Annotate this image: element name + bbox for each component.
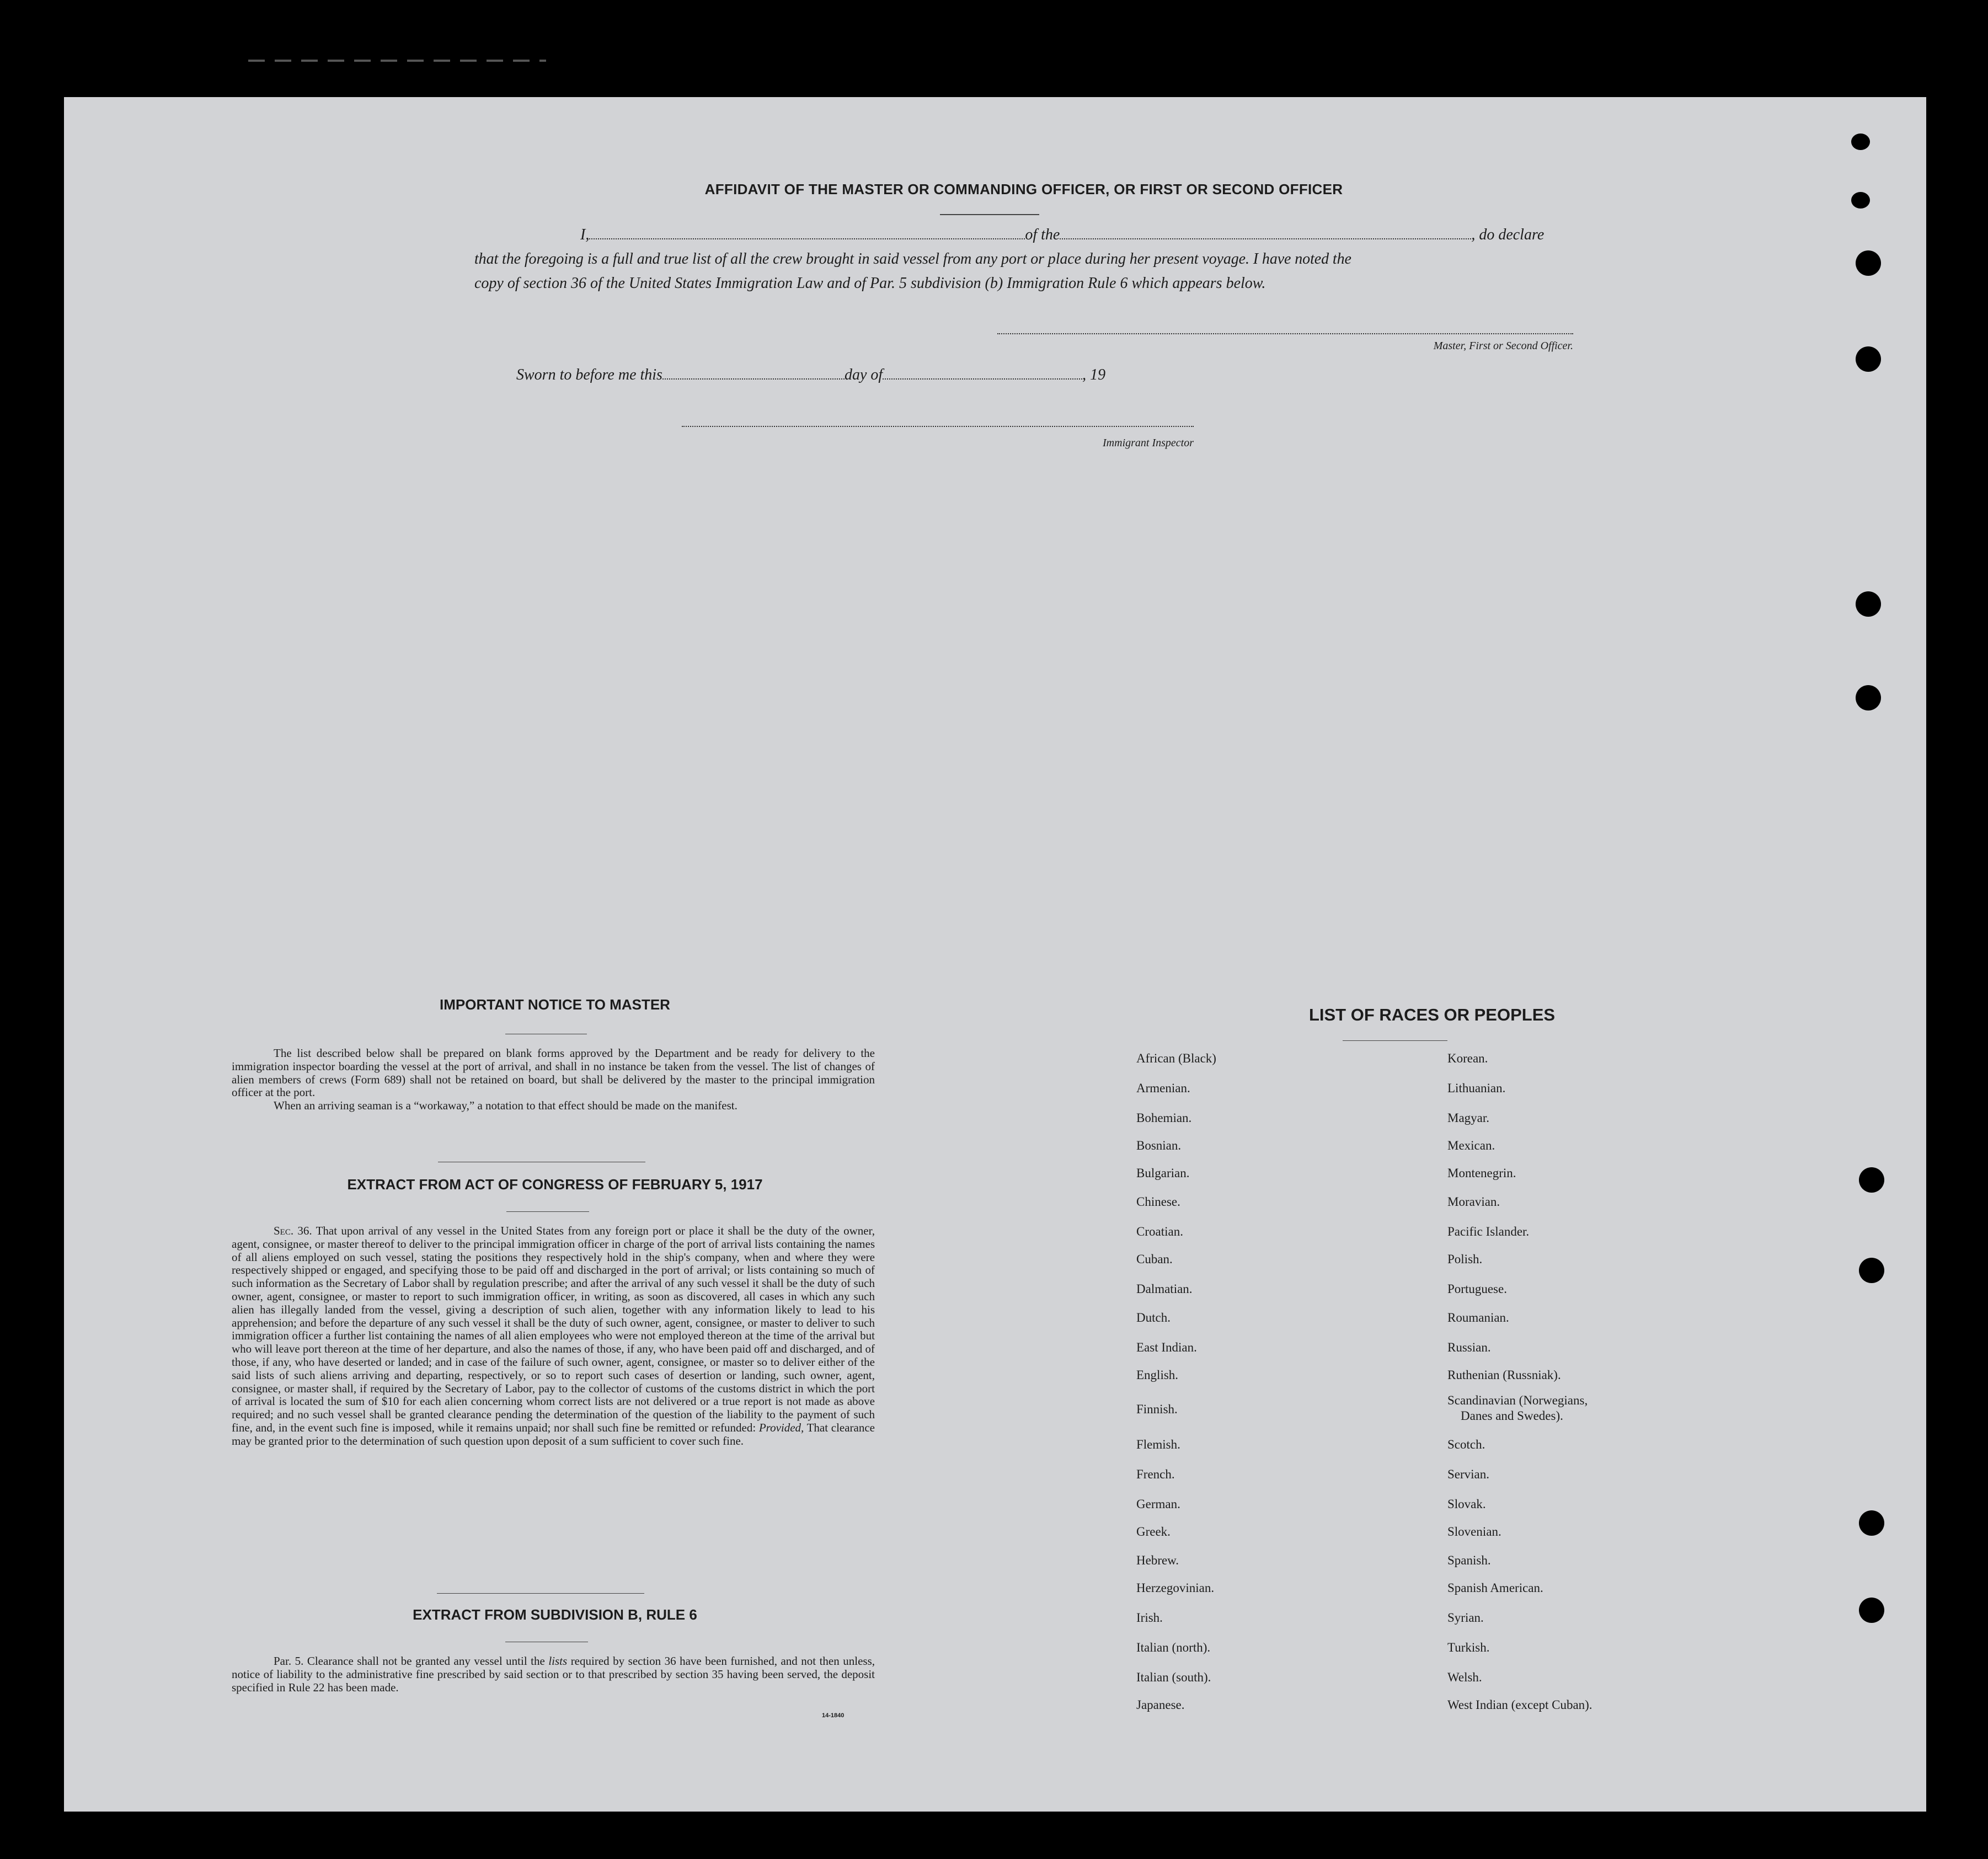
- race-item-continued: Danes and Swedes).: [1461, 1409, 1563, 1423]
- extract-rule-title: EXTRACT FROM SUBDIVISION B, RULE 6: [413, 1606, 697, 1623]
- sworn-day-blank[interactable]: [662, 366, 845, 380]
- notice-paragraph-1: The list described below shall be prepared on blank forms approved by the Department and be ready for delivery to the immigration inspector boarding the vessel at the port of arrival, and shall in no instance be taken from the vessel. The list of changes of alien members of crews (Form 689) shall not be retained on board, but shall be delivered by the master to the principal immigration officer at the port.: [232, 1046, 875, 1099]
- extract-rule-body: [232, 1655, 875, 1694]
- master-caption: Master, First or Second Officer.: [1433, 340, 1573, 352]
- race-left-10: Dutch.: [1136, 1311, 1171, 1324]
- race-right-7: Pacific Islander.: [1447, 1225, 1530, 1238]
- race-left-8: Cuban.: [1136, 1252, 1173, 1266]
- punch-hole: [1859, 1167, 1884, 1193]
- master-signature-line[interactable]: [997, 333, 1573, 334]
- sworn-line: [516, 363, 1105, 387]
- race-left-4: Bosnian.: [1136, 1139, 1182, 1152]
- race-right-18: Spanish.: [1447, 1553, 1491, 1567]
- affidavit-line-2: that the foregoing is a full and true list of all the crew brought in said vessel from any port or place during her present voyage. I have noted the: [474, 250, 1351, 268]
- race-left-2: Armenian.: [1136, 1081, 1190, 1095]
- punch-hole: [1859, 1598, 1884, 1623]
- sworn-label: Sworn to before me this: [516, 366, 662, 383]
- provided-word: Provided,: [758, 1420, 804, 1434]
- race-right-22: Welsh.: [1447, 1670, 1482, 1684]
- race-right-16: Slovak.: [1447, 1497, 1486, 1511]
- race-left-11: East Indian.: [1136, 1340, 1197, 1354]
- race-left-18: Hebrew.: [1136, 1553, 1179, 1567]
- race-right-14: Scotch.: [1447, 1438, 1485, 1451]
- race-right-23: West Indian (except Cuban).: [1447, 1698, 1592, 1712]
- race-left-20: Irish.: [1136, 1611, 1163, 1625]
- race-right-11: Russian.: [1447, 1340, 1491, 1354]
- race-left-5: Bulgarian.: [1136, 1166, 1190, 1180]
- extract-act-body: [232, 1225, 875, 1448]
- race-right-17: Slovenian.: [1447, 1525, 1501, 1539]
- race-right-12: Ruthenian (Russniak).: [1447, 1368, 1561, 1382]
- punch-hole: [1856, 591, 1881, 617]
- race-right-10: Roumanian.: [1447, 1311, 1509, 1324]
- punch-hole: [1856, 346, 1881, 372]
- race-right-4: Mexican.: [1447, 1139, 1495, 1152]
- section-36-end: That clearance may be granted prior to the determination of such question upon deposit of a sum sufficient to cover such fine.: [232, 1420, 875, 1447]
- race-left-3: Bohemian.: [1136, 1111, 1192, 1125]
- punch-hole: [1851, 133, 1870, 150]
- year-label: , 19: [1082, 366, 1106, 383]
- race-left-9: Dalmatian.: [1136, 1282, 1193, 1296]
- do-declare-label: , do declare: [1471, 226, 1545, 243]
- section-divider-2: [437, 1593, 644, 1594]
- race-left-15: French.: [1136, 1467, 1175, 1481]
- of-the-label: of the: [1025, 226, 1060, 243]
- race-right-9: Portuguese.: [1447, 1282, 1507, 1296]
- race-right-8: Polish.: [1447, 1252, 1483, 1266]
- race-left-1: African (Black): [1136, 1051, 1216, 1065]
- inspector-signature-line[interactable]: [682, 426, 1194, 427]
- race-left-16: German.: [1136, 1497, 1180, 1511]
- i-label: I,: [580, 226, 590, 243]
- punch-hole: [1859, 1258, 1884, 1283]
- race-right-21: Turkish.: [1447, 1641, 1490, 1654]
- affidavit-title: AFFIDAVIT OF THE MASTER OR COMMANDING OFFICER, OR FIRST OR SECOND OFFICER: [704, 181, 1343, 197]
- races-divider: [1343, 1040, 1447, 1041]
- extract-act-title: EXTRACT FROM ACT OF CONGRESS OF FEBRUARY 5, 1917: [347, 1176, 763, 1193]
- day-of-label: day of: [844, 366, 883, 383]
- race-right-1: Korean.: [1447, 1051, 1488, 1065]
- lists-word: lists: [548, 1654, 568, 1668]
- extract-act-divider: [506, 1211, 589, 1212]
- affidavit-body: [474, 223, 1574, 296]
- scan-streak: [248, 60, 546, 62]
- race-right-6: Moravian.: [1447, 1195, 1500, 1209]
- notice-body: [232, 1047, 875, 1113]
- race-left-13: Finnish.: [1136, 1402, 1178, 1416]
- race-left-22: Italian (south).: [1136, 1670, 1211, 1684]
- section-36-body: That upon arrival of any vessel in the United States from any foreign port or place it shall be the duty of the owner, agent, consignee, or master thereof to deliver to the principal immigration officer in charge of the port of arrival lists containing the names of all aliens employed on such vessel, stating the positions they respectively hold in the ship's company, when and where they were respectively shipped or engaged, and specifying those to be paid off and discharged in the port of arrival; or lists containing so much of such information as the Secretary of Labor shall by regulation prescribe; and after the arrival of any such vessel it shall be the duty of such owner, agent, consignee, or master to report to such immigration officer, in writing, as soon as discovered, all cases in which any such alien has illegally landed from the vessel, giving a description of such alien, together with any information likely to lead to his apprehension; and before the departure of any such vessel it shall be the duty of such owner, agent, consignee, or master to deliver to such immigration officer a further list containing the names of all alien employees who were not employed thereon at the time of the arrival but who will leave port thereon at the time of her departure, and also the names of those, if any, who have been paid off and discharged, and of those, if any, who have deserted or landed; and in case of the failure of such owner, agent, consignee, or master so to deliver either of the said lists of such aliens arriving and departing, respectively, or so to report such cases of desertion or landing, such owner, agent, consignee, or master shall, if required by the Secretary of Labor, pay to the collector of customs of the customs district in which the port of arrival is located the sum of $10 for each alien concerning whom correct lists are not delivered or a true report is not made as above required; and no such vessel shall be granted clearance pending the determination of the question of the liability to the payment of such fine, and, in the event such fine is imposed, while it remains unpaid; nor shall such fine be remitted or refunded:: [232, 1224, 875, 1434]
- punch-hole: [1856, 250, 1881, 276]
- sworn-month-blank[interactable]: [883, 366, 1082, 380]
- vessel-blank[interactable]: [1060, 226, 1471, 239]
- race-left-7: Croatian.: [1136, 1225, 1183, 1238]
- title-divider: [940, 214, 1039, 215]
- section-36-text: [232, 1225, 875, 1448]
- race-right-15: Servian.: [1447, 1467, 1490, 1481]
- race-left-17: Greek.: [1136, 1525, 1171, 1539]
- punch-hole: [1851, 192, 1870, 209]
- race-left-19: Herzegovinian.: [1136, 1581, 1215, 1595]
- race-right-13: Scandinavian (Norwegians,: [1447, 1393, 1588, 1407]
- race-right-19: Spanish American.: [1447, 1581, 1543, 1595]
- par-5-end: required by section 36 have been furnished, and not then unless, notice of liability to the administrative fine prescribed by said section or to that prescribed by section 35 having been served, the deposit specified in Rule 22 has been made.: [232, 1654, 875, 1694]
- race-right-20: Syrian.: [1447, 1611, 1484, 1625]
- form-number: 14-1840: [822, 1712, 845, 1719]
- notice-title: IMPORTANT NOTICE TO MASTER: [440, 996, 670, 1013]
- punch-hole: [1856, 685, 1881, 711]
- par-5-text: [232, 1655, 875, 1694]
- race-right-2: Lithuanian.: [1447, 1081, 1506, 1095]
- affidavit-line-3: copy of section 36 of the United States Immigration Law and of Par. 5 subdivision (b) Immigration Rule 6 which appears below.: [474, 275, 1266, 292]
- punch-hole: [1859, 1510, 1884, 1536]
- inspector-caption: Immigrant Inspector: [1103, 437, 1194, 449]
- race-left-6: Chinese.: [1136, 1195, 1180, 1209]
- race-right-5: Montenegrin.: [1447, 1166, 1516, 1180]
- race-left-14: Flemish.: [1136, 1438, 1180, 1451]
- race-left-23: Japanese.: [1136, 1698, 1185, 1712]
- section-label: Sec. 36.: [274, 1224, 312, 1237]
- document-page: [64, 97, 1926, 1812]
- race-left-21: Italian (north).: [1136, 1641, 1211, 1654]
- name-blank[interactable]: [589, 226, 1025, 239]
- par-5-start: Par. 5. Clearance shall not be granted any vessel until the: [274, 1654, 545, 1668]
- race-left-12: English.: [1136, 1368, 1179, 1382]
- races-title: LIST OF RACES OR PEOPLES: [1308, 1005, 1556, 1024]
- race-right-3: Magyar.: [1447, 1111, 1490, 1125]
- affidavit-line-1: [474, 223, 1574, 247]
- notice-paragraph-2: When an arriving seaman is a “workaway,” a notation to that effect should be made on the manifest.: [274, 1099, 738, 1113]
